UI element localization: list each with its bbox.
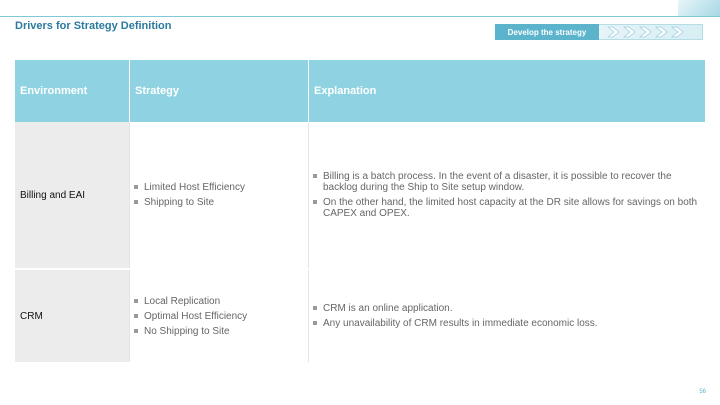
- chevron-right-icon: [639, 26, 652, 38]
- page-number: 56: [699, 389, 706, 395]
- chevron-right-icon: [671, 26, 684, 38]
- corner-decoration: [678, 0, 720, 16]
- stage-chevrons: [599, 24, 703, 40]
- environment-cell: CRM: [15, 268, 129, 362]
- page-title: Drivers for Strategy Definition: [15, 20, 172, 32]
- list-item: CRM is an online application.: [312, 303, 699, 314]
- list-item: Billing is a batch process. In the event of a disaster, it is possible to recover the backlog during the Ship to Site setup window.: [312, 171, 699, 193]
- header-rule: [0, 16, 720, 17]
- list-item: No Shipping to Site: [133, 326, 308, 337]
- stage-label: Develop the strategy: [495, 24, 599, 40]
- strategy-cell: [129, 122, 308, 268]
- strategy-table: [15, 60, 705, 362]
- chevron-right-icon: [655, 26, 668, 38]
- explanation-list: [312, 168, 699, 223]
- explanation-list: [312, 300, 699, 333]
- strategy-cell: [129, 268, 308, 362]
- list-item: Limited Host Efficiency: [133, 182, 308, 193]
- column-header-environment: Environment: [15, 60, 129, 122]
- list-item: Local Replication: [133, 296, 308, 307]
- environment-cell: Billing and EAI: [15, 122, 129, 268]
- list-item: Any unavailability of CRM results in immediate economic loss.: [312, 318, 699, 329]
- list-item: Optimal Host Efficiency: [133, 311, 308, 322]
- explanation-cell: [308, 268, 705, 362]
- strategy-list: [133, 178, 308, 212]
- explanation-cell: [308, 122, 705, 268]
- list-item: Shipping to Site: [133, 197, 308, 208]
- strategy-list: [133, 292, 308, 341]
- chevron-right-icon: [607, 26, 620, 38]
- column-header-explanation: Explanation: [308, 60, 705, 122]
- chevron-right-icon: [623, 26, 636, 38]
- stage-indicator: [495, 24, 703, 40]
- column-header-strategy: Strategy: [129, 60, 308, 122]
- list-item: On the other hand, the limited host capacity at the DR site allows for savings on both CAPEX and OPEX.: [312, 197, 699, 219]
